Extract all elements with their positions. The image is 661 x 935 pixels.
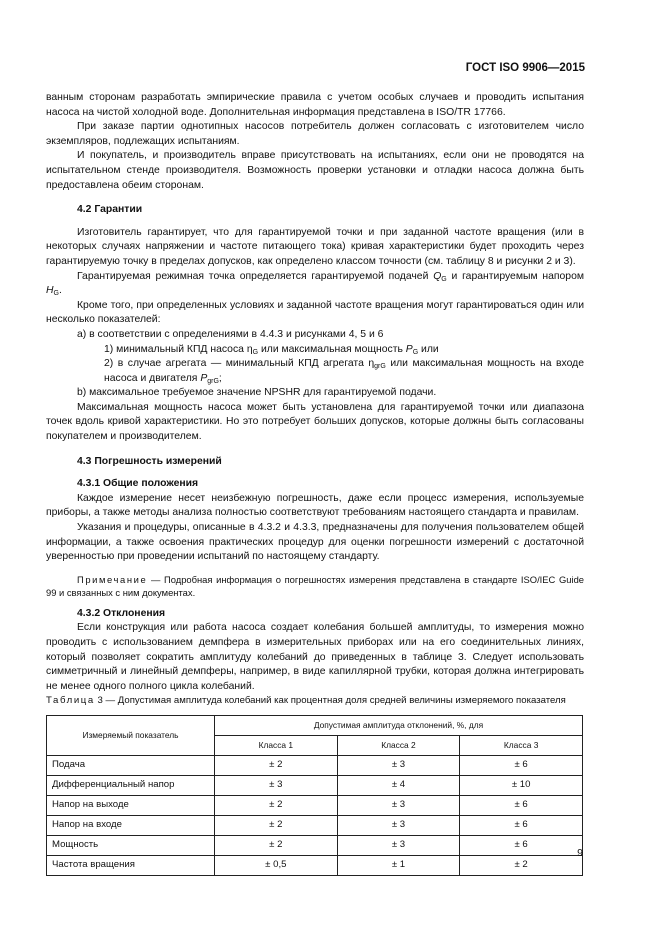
section-heading-4-3-2: 4.3.2 Отклонения — [77, 607, 166, 619]
paragraph: Кроме того, при определенных условиях и заданной частоте вращения могут гарантироваться один или несколько показателей: — [46, 299, 584, 326]
table-caption: Таблица 3 — Допустимая амплитуда колебаний как процентная доля средней величины измеряемого показателя — [46, 695, 566, 707]
table-header-group: Допустимая амплитуда отклонений, %, для — [215, 715, 583, 735]
paragraph: Максимальная мощность насоса может быть установлена для гарантируемой точки или диапазона точек вдоль кривой характеристики. Но это потребует больших допусков, которые должны быть согласованы покупателем и производителем. — [46, 401, 584, 443]
table-cell-value: ± 2 — [215, 795, 338, 815]
table-row — [47, 815, 583, 835]
paragraph: Каждое измерение несет неизбежную погрешность, даже если процесс измерения, используемые приборы, а также методы анализа полностью соответствуют требованиям настоящего стандарта и правилам. — [46, 492, 584, 519]
paragraph: Указания и процедуры, описанные в 4.3.2 и 4.3.3, предназначены для получения пользователем общей информации, а также освоения практических процедур для оценки погрешности измерений с достаточной уверенностью при проведении испытаний по настоящему стандарту. — [46, 522, 584, 563]
table-cell-value: ± 6 — [460, 815, 583, 835]
table-cell-value: ± 3 — [215, 775, 338, 795]
section-heading-4-3: 4.3 Погрешность измерений — [77, 455, 222, 467]
section-heading-4-2: 4.2 Гарантии — [77, 204, 143, 216]
section-heading-4-3-1: 4.3.1 Общие положения — [77, 478, 199, 490]
paragraph: Изготовитель гарантирует, что для гарантируемой точки и при заданной частоте вращения (или в некоторых случаях напряжении и частоте питающего тока) кривая характеристики будет проходить через гарантируемую точку в пределах допусков, как определено классом точности (см. таблицу 8 и рисунки 2 и 3). — [46, 226, 584, 267]
table-cell-value: ± 3 — [337, 815, 460, 835]
paragraph: ванным сторонам разработать эмпирические правила с учетом особых случаев и проводить испытания насоса на чистой холодной воде. Дополнительная информация представлена в ISO/TR 17766. — [46, 92, 584, 118]
table-row — [47, 775, 583, 795]
note-label: Примечание — [77, 573, 148, 585]
table-header-parameter: Измеряемый показатель — [47, 715, 215, 755]
table-cell-parameter: Подача — [47, 755, 215, 775]
table-cell-value: ± 3 — [337, 835, 460, 855]
page-number: 9 — [577, 847, 583, 859]
table-row — [47, 755, 583, 775]
page-body — [46, 91, 584, 876]
table-cell-value: ± 2 — [215, 815, 338, 835]
table-row — [47, 835, 583, 855]
table-cell-value: ± 6 — [460, 795, 583, 815]
paragraph: При заказе партии однотипных насосов потребитель должен согласовать с изготовителем число экземпляров, подлежащих испытаниям. — [46, 121, 584, 147]
table-row — [47, 795, 583, 815]
table-header-class-1: Класса 1 — [215, 735, 338, 755]
table-cell-value: ± 3 — [337, 795, 460, 815]
table-cell-value: ± 2 — [215, 835, 338, 855]
table-cell-parameter: Мощность — [47, 835, 215, 855]
paragraph: Если конструкция или работа насоса создает колебания большей амплитуды, то измерения можно проводить с использованием демпфера в измерительных приборах или на его соединительных линиях, который позволяет сократить амплитуду колебаний до приведенных в таблице 3. Следует использовать симметричный и линейный демпферы, например, в виде капиллярной трубки, которая должна интегрировать не менее одного полного цикла колебаний. — [46, 622, 584, 692]
list-item: а) в соответствии с определениями в 4.4.3 и рисунками 4, 5 и 6 — [77, 328, 384, 340]
table-cell-parameter: Напор на входе — [47, 815, 215, 835]
table-cell-value: ± 1 — [337, 855, 460, 875]
paragraph: И покупатель, и производитель вправе присутствовать на испытаниях, если они не проводятся на испытательном стенде производителя. Возможность проверки установки и отладки насоса должна быть предоставлена обеим сторонам. — [46, 150, 584, 191]
table-header-class-2: Класса 2 — [337, 735, 460, 755]
list-item: 1) минимальный КПД насоса $\eta_G$ или максимальная мощность $P_G$ или — [104, 343, 439, 356]
list-item: b) максимальное требуемое значение NPSHR для гарантируемой подачи. — [77, 387, 437, 399]
table-cell-parameter: Напор на выходе — [47, 795, 215, 815]
list-item: 2) в случае агрегата — минимальный КПД агрегата $\eta_{grG}$ или максимальная мощность на входе насоса и двигателя $P_{grG}$; — [104, 358, 584, 385]
table-cell-value: ± 4 — [337, 775, 460, 795]
document-header: ГОСТ ISO 9906—2015 — [465, 62, 585, 74]
tolerance-table — [46, 715, 583, 876]
table-cell-value: ± 6 — [460, 835, 583, 855]
table-cell-value: ± 2 — [215, 755, 338, 775]
table-cell-parameter: Дифференциальный напор — [47, 775, 215, 795]
table-cell-value: ± 2 — [460, 855, 583, 875]
table-cell-parameter: Частота вращения — [47, 855, 215, 875]
table-header-class-3: Класса 3 — [460, 735, 583, 755]
paragraph: Гарантируемая режимная точка определяется гарантируемой подачей $Q_G$ и гарантируемым напором $H_G$. — [46, 270, 585, 298]
table-cell-value: ± 3 — [337, 755, 460, 775]
table-cell-value: ± 6 — [460, 755, 583, 775]
note: Примечание — Подробная информация о погрешностях измерения представлена в стандарте ISO/IEC Guide 99 и связанных с ним документах. — [46, 573, 584, 598]
table-cell-value: ± 10 — [460, 775, 583, 795]
table-cell-value: ± 0,5 — [215, 855, 338, 875]
table-row — [47, 855, 583, 875]
